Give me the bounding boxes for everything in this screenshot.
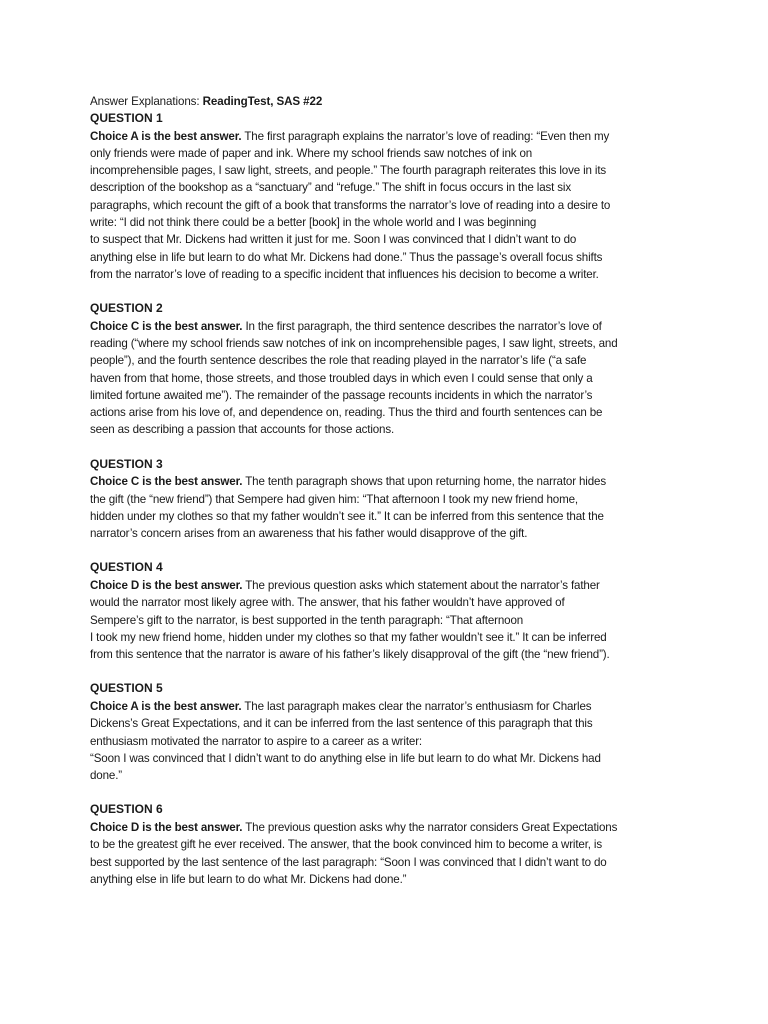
question-title: QUESTION 6 <box>90 802 163 817</box>
body-line: to suspect that Mr. Dickens had written it just for me. Soon I was convinced that I didn’t want to do <box>90 233 577 247</box>
body-line <box>90 318 682 335</box>
line-text: The previous question asks why the narrator considers Great Expectations <box>242 820 618 834</box>
body-line: from the narrator’s love of reading to a specific incident that influences his decision to become a writer. <box>90 267 599 281</box>
body-line: narrator’s concern arises from an awareness that his father would disapprove of the gift. <box>90 527 528 541</box>
body-line: description of the bookshop as a “sanctuary” and “refuge.” The shift in focus occurs in the last six <box>90 181 571 195</box>
body-line: Dickens’s Great Expectations, and it can be inferred from the last sentence of this paragraph that this <box>90 717 593 731</box>
body-line: “Soon I was convinced that I didn’t want to do anything else in life but learn to do what Mr. Dickens had <box>90 751 601 765</box>
body-line: limited fortune awaited me”). The remainder of the passage recounts incidents in which the narrator’s <box>90 388 593 402</box>
body-line: Sempere’s gift to the narrator, is best supported in the tenth paragraph: “That afternoon <box>90 613 524 627</box>
body-line: done.” <box>90 769 122 783</box>
body-line: from this sentence that the narrator is aware of his father’s likely disapproval of the gift (the “new friend”). <box>90 648 610 662</box>
body-line <box>90 128 682 145</box>
line-text: The previous question asks which statement about the narrator’s father <box>242 578 600 592</box>
body-line <box>90 577 682 594</box>
question-title: QUESTION 1 <box>90 111 163 125</box>
body-line: only friends were made of paper and ink. Where my school friends saw notches of ink on <box>90 146 533 160</box>
question-4 <box>90 559 682 663</box>
question-1 <box>90 110 682 283</box>
question-title: QUESTION 2 <box>90 301 163 316</box>
question-body <box>90 128 682 284</box>
answer-lead: Choice C is the best answer. <box>90 319 243 333</box>
body-line: actions arise from his love of, and dependence on, reading. Thus the third and fourth sentences can be <box>90 406 603 420</box>
body-line: paragraphs, which recount the gift of a book that transforms the narrator’s love of reading into a desire to <box>90 198 611 212</box>
body-line: people”), and the fourth sentence describes the role that reading played in the narrator’s life (“a safe <box>90 354 587 368</box>
line-text: The tenth paragraph shows that upon returning home, the narrator hides <box>242 475 606 489</box>
line-text: The first paragraph explains the narrator’s love of reading: “Even then my <box>241 129 610 143</box>
line-text: In the first paragraph, the third sentence describes the narrator’s love of <box>242 319 602 333</box>
answer-lead: Choice C is the best answer. <box>90 475 243 489</box>
question-body <box>90 473 682 542</box>
question-title: QUESTION 5 <box>90 681 163 696</box>
question-5 <box>90 680 682 784</box>
document-header <box>90 94 682 110</box>
body-line: write: “I did not think there could be a better [book] in the whole world and I was beginning <box>90 215 537 229</box>
document-page <box>90 94 682 905</box>
body-line: best supported by the last sentence of the last paragraph: “Soon I was convinced that I didn’t want to do <box>90 855 607 869</box>
body-line: anything else in life but learn to do what Mr. Dickens had done.” <box>90 872 407 886</box>
body-line: haven from that home, those streets, and those troubled days in which even I could sense that only a <box>90 371 593 385</box>
answer-lead: Choice D is the best answer. <box>90 578 243 592</box>
question-body <box>90 318 682 439</box>
question-2 <box>90 300 682 439</box>
body-line <box>90 473 682 490</box>
body-line <box>90 698 682 715</box>
question-body <box>90 698 682 784</box>
question-body <box>90 819 682 888</box>
header-title: ReadingTest, SAS #22 <box>202 95 323 108</box>
answer-lead: Choice A is the best answer. <box>90 129 242 143</box>
question-title: QUESTION 3 <box>90 456 163 471</box>
body-line: would the narrator most likely agree with. The answer, that his father wouldn’t have approved of <box>90 596 565 610</box>
question-3 <box>90 456 682 543</box>
question-6 <box>90 801 682 888</box>
body-line: enthusiasm motivated the narrator to aspire to a career as a writer: <box>90 734 422 748</box>
answer-lead: Choice A is the best answer. <box>90 699 242 713</box>
body-line <box>90 819 682 836</box>
body-line: to be the greatest gift he ever received. The answer, that the book convinced him to become a writer, is <box>90 838 602 852</box>
body-line: the gift (the “new friend”) that Sempere had given him: “That afternoon I took my new friend home, <box>90 492 578 506</box>
answer-lead: Choice D is the best answer. <box>90 820 243 834</box>
body-line: seen as describing a passion that accounts for those actions. <box>90 423 395 437</box>
body-line: reading (“where my school friends saw notches of ink on incomprehensible pages, I saw light, streets, and <box>90 336 618 350</box>
body-line: hidden under my clothes so that my father wouldn’t see it.” It can be inferred from this sentence that the <box>90 509 604 523</box>
line-text: The last paragraph makes clear the narrator’s enthusiasm for Charles <box>241 699 592 713</box>
body-line: incomprehensible pages, I saw light, streets, and people.” The fourth paragraph reiterates this love in its <box>90 164 607 178</box>
question-body <box>90 577 682 663</box>
header-prefix: Answer Explanations: <box>90 95 203 108</box>
body-line: anything else in life but learn to do what Mr. Dickens had done.” Thus the passage’s overall focus shifts <box>90 250 603 264</box>
body-line: I took my new friend home, hidden under my clothes so that my father wouldn’t see it.” It can be inferred <box>90 630 607 644</box>
question-title: QUESTION 4 <box>90 560 163 575</box>
